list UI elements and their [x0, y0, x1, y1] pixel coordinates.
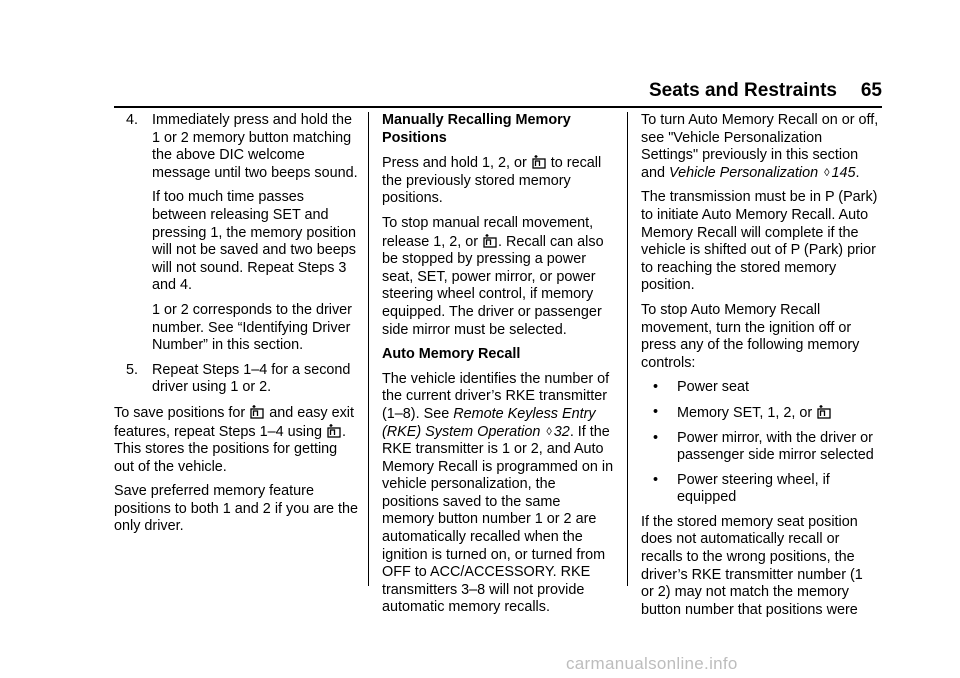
step-5-text: Repeat Steps 1–4 for a second driver using 1 or 2. [152, 361, 351, 396]
exit-seat-memory-icon [327, 423, 341, 438]
page-number: 65 [860, 80, 882, 101]
column-divider-2 [627, 112, 628, 586]
column-divider-1 [368, 112, 369, 586]
exit-seat-memory-icon [817, 404, 831, 419]
manual-recall-text-b: to recall the previously stored memory positions. [382, 155, 602, 207]
bullet-steering-wheel [641, 472, 879, 507]
auto-memory-recall-heading: Auto Memory Recall [382, 346, 521, 363]
bullet-mark: • [653, 429, 659, 446]
manual-recall-paragraph-2 [382, 215, 616, 339]
turn-on-off-text: To turn Auto Memory Recall on or off, see "Vehicle Personalization Settings" previously in this section and [641, 112, 879, 181]
bullet-text: Power mirror, with the driver or passenger side mirror selected [677, 429, 874, 464]
step-4-note-1: If too much time passes between releasing SET and pressing 1, the memory position will not be saved and two beeps will not sound. Repeat Steps 3 and 4. [152, 189, 356, 294]
save-text-b: and easy exit features, repeat Steps 1–4 using [114, 404, 354, 440]
bullet-mark: • [653, 379, 659, 396]
bullet-text: Power steering wheel, if equipped [677, 471, 830, 506]
save-exit-paragraph [114, 404, 358, 476]
bullet-power-mirror [641, 430, 879, 465]
transmission-paragraph: The transmission must be in P (Park) to initiate Auto Memory Recall. Auto Memory Recall will complete if the vehicle is shifted out of P (Park) prior to reaching the stored memory position. [641, 189, 878, 294]
page-reference-icon: ◊ [546, 425, 552, 438]
save-text-c: . This stores the positions for getting out of the vehicle. [114, 423, 347, 475]
vehicle-personalization-link[interactable]: Vehicle Personalization [669, 164, 819, 181]
bullet-text: Power seat [677, 379, 749, 396]
rke-reference-link[interactable]: Remote Keyless Entry (RKE) System Operation [382, 405, 596, 440]
page-header [649, 80, 882, 102]
rke-page-number[interactable]: 32 [553, 423, 570, 440]
manual-recall-paragraph-1 [382, 154, 616, 208]
exit-seat-memory-icon [483, 233, 497, 248]
bullet-mark: • [653, 471, 659, 488]
column-1 [114, 112, 358, 543]
auto-recall-text-b: . If the RKE transmitter is 1 or 2, and Auto Memory Recall is programmed on in vehicle personalization, the positions saved to the same memory button number 1 or 2 are automatically recalled when the ignition is turned on, or turned from OFF to ACC/ACCESSORY. RKE transmitters 3–8 will not provide automatic memory recalls. [382, 423, 614, 616]
manual-recall-heading: Manually Recalling Memory Positions [382, 112, 571, 146]
auto-recall-text-a: The vehicle identifies the number of the current driver’s RKE transmitter (1–8). See [382, 370, 610, 422]
page-reference-icon: ◊ [824, 166, 830, 179]
bullet-text: Memory SET, 1, 2, or [677, 404, 813, 421]
bullet-power-seat [641, 379, 879, 397]
column-3 [641, 112, 879, 626]
personalization-page-number[interactable]: 145 [831, 164, 856, 181]
bullet-memory-set [641, 404, 879, 423]
preferred-positions-paragraph: Save preferred memory feature positions to both 1 and 2 if you are the only driver. [114, 483, 359, 535]
turn-on-off-paragraph [641, 112, 879, 182]
stop-recall-text-a: To stop manual recall movement, release 1, 2, or [382, 214, 594, 250]
save-text-a: To save positions for [114, 404, 246, 421]
step-4-text: Immediately press and hold the 1 or 2 memory button matching the above DIC welcome message until two beeps sound. [152, 112, 358, 181]
turn-on-off-period: . [855, 164, 860, 181]
stop-auto-recall-paragraph: To stop Auto Memory Recall movement, turn the ignition off or press any of the following memory controls: [641, 301, 860, 371]
watermark: carmanualsonline.info [566, 654, 738, 673]
step-4-number: 4. [126, 112, 139, 128]
auto-recall-paragraph [382, 371, 616, 617]
step-5-number: 5. [126, 361, 139, 378]
exit-seat-memory-icon [250, 404, 264, 419]
stop-recall-text-b: . Recall can also be stopped by pressing a power seat, SET, power mirror, or power steering wheel control, if memory equipped. The driver or passenger side mirror must be selected. [382, 233, 604, 338]
step-4 [114, 112, 358, 182]
column-2 [382, 112, 616, 624]
bullet-mark: • [653, 403, 659, 420]
section-title: Seats and Restraints [649, 80, 837, 101]
manual-recall-text-a: Press and hold 1, 2, or [382, 155, 527, 172]
step-4-note-2: 1 or 2 corresponds to the driver number. See “Identifying Driver Number” in this section. [152, 301, 352, 354]
wrong-recall-paragraph: If the stored memory seat position does not automatically recall or recalls to the wrong positions, the driver’s RKE transmitter number (1 or 2) may not match the memory button number that positions were [641, 513, 863, 618]
step-5 [114, 362, 358, 397]
exit-seat-memory-icon [532, 154, 546, 169]
header-rule [114, 106, 882, 108]
